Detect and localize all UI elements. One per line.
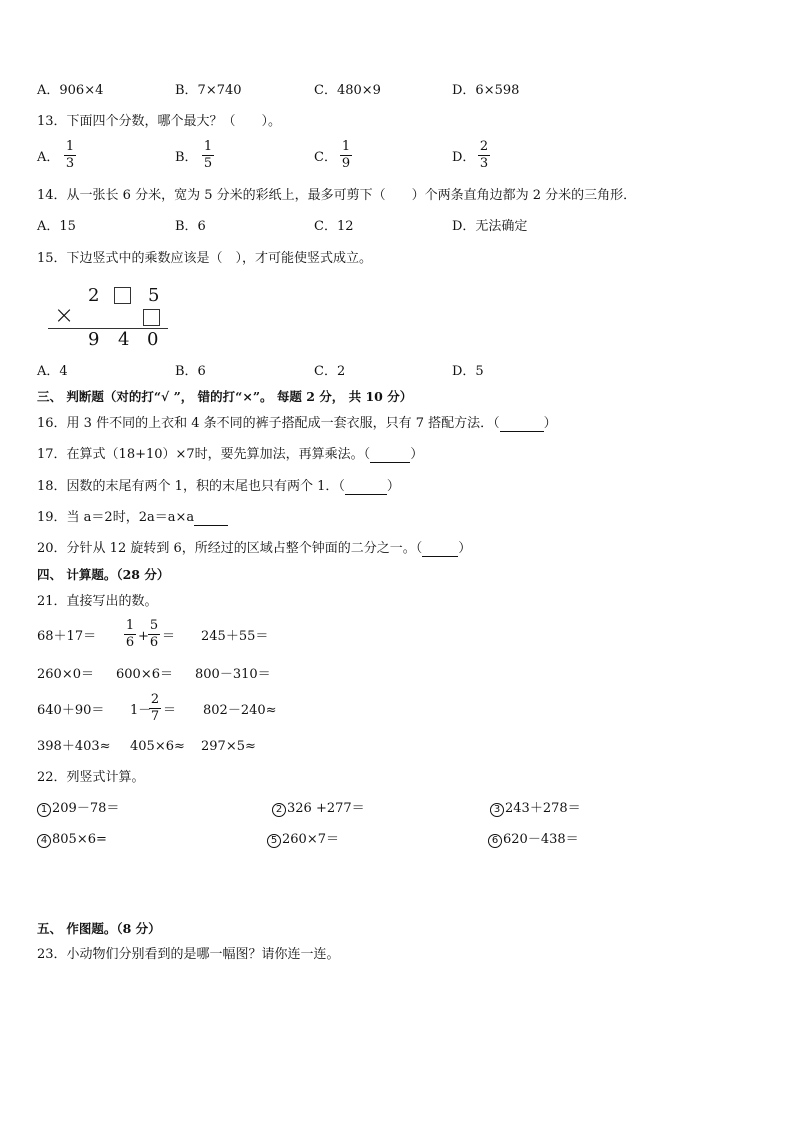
q21-item-2-plus: + <box>138 629 149 644</box>
q16: 16．用 3 件不同的上衣和 4 条不同的裤子搭配成一套衣服，只有 7 搭配方法．（ ） <box>37 416 557 431</box>
q20-answer-blank[interactable] <box>422 556 458 557</box>
q13-option-a-label: A． <box>37 150 60 165</box>
q15-top-digit-5: 5 <box>148 285 160 306</box>
q12-option-b: B．7×740 <box>175 83 242 98</box>
q21-item-8-prefix: 1－ <box>130 703 152 718</box>
q21-item-10: 398＋403≈ <box>37 739 111 754</box>
q22-item-2: 2 326 +277＝ <box>272 801 365 817</box>
q13-option-a-fraction: 1 3 <box>65 139 75 171</box>
q22-item-5: 5 260×7＝ <box>267 832 339 848</box>
q15-blank-box-multiplier <box>143 309 160 326</box>
q21-item-8-fraction: 2 7 <box>150 692 160 724</box>
q12-option-c: C．480×9 <box>314 83 381 98</box>
q21-item-6: 800－310＝ <box>195 667 271 682</box>
q21-item-9: 802－240≈ <box>203 703 277 718</box>
q22-item-6: 6 620－438＝ <box>488 832 579 848</box>
q14-stem: 14．从一张长 6 分米，宽为 5 分米的彩纸上，最多可剪下（ ）个两条直角边都为 2 分米的三角形． <box>37 188 637 203</box>
q17-answer-blank[interactable] <box>370 462 410 463</box>
q14-option-b: B．6 <box>175 219 206 234</box>
q17: 17．在算式（18+10）×7时，要先算加法，再算乘法。（ ） <box>37 447 424 462</box>
section-4-title: 四、 计算题。（28 分） <box>37 567 170 582</box>
q15-multiply-sign: × <box>54 301 75 329</box>
q21-item-8-equals: ＝ <box>163 703 177 718</box>
q13-option-d-fraction: 2 3 <box>479 139 489 171</box>
section-5-title: 五、 作图题。（8 分） <box>37 921 161 936</box>
q15-result-digit-0: 0 <box>147 329 159 350</box>
q18-answer-blank[interactable] <box>345 494 387 495</box>
q16-answer-blank[interactable] <box>500 431 544 432</box>
q13-option-b-fraction: 1 5 <box>203 139 213 171</box>
q21-item-5: 600×6＝ <box>116 667 173 682</box>
q15-option-a: A．4 <box>37 364 68 379</box>
q15-result-digit-4: 4 <box>118 329 130 350</box>
q15-top-digit-2: 2 <box>88 285 100 306</box>
q15-vertical-multiplication <box>44 282 174 352</box>
q18: 18．因数的末尾有两个 1，积的末尾也只有两个 1．（ ） <box>37 479 400 494</box>
q15-option-d: D．5 <box>452 364 484 379</box>
q22-item-4: 4 805×6= <box>37 832 107 848</box>
q21-stem: 21．直接写出的数。 <box>37 594 158 609</box>
q21-item-1: 68＋17＝ <box>37 629 97 644</box>
q21-item-7: 640＋90＝ <box>37 703 105 718</box>
q21-item-11: 405×6≈ <box>130 739 185 754</box>
q15-option-c: C．2 <box>314 364 346 379</box>
q13-option-d-label: D． <box>452 150 476 165</box>
q12-option-d: D．6×598 <box>452 83 520 98</box>
q21-item-12: 297×5≈ <box>201 739 256 754</box>
q15-stem: 15．下边竖式中的乘数应该是（ ），才可能使竖式成立。 <box>37 251 373 266</box>
q21-item-3: 245＋55＝ <box>201 629 269 644</box>
q22-item-1: 1 209－78＝ <box>37 801 119 817</box>
section-3-title: 三、 判断题（对的打“√ ”， 错的打“×”。 每题 2 分， 共 10 分） <box>37 389 413 404</box>
q14-option-c: C．12 <box>314 219 354 234</box>
q21-item-2-fraction-2: 5 6 <box>149 618 159 650</box>
q14-option-a: A．15 <box>37 219 76 234</box>
q22-item-3: 3 243＋278＝ <box>490 801 581 817</box>
q14-option-d: D．无法确定 <box>452 219 528 234</box>
q15-option-b: B．6 <box>175 364 206 379</box>
q23-stem: 23．小动物们分别看到的是哪一幅图？请你连一连。 <box>37 947 340 962</box>
q12-option-a: A．906×4 <box>37 83 104 98</box>
q13-option-c-label: C． <box>314 150 337 165</box>
q21-item-2-fraction-1: 1 6 <box>125 618 135 650</box>
q20: 20．分针从 12 旋转到 6，所经过的区域占整个钟面的二分之一。（ ） <box>37 541 472 556</box>
q13-option-b-label: B． <box>175 150 198 165</box>
q15-blank-box-top <box>114 287 131 304</box>
q22-stem: 22．列竖式计算。 <box>37 770 145 785</box>
q19: 19．当 a＝2时，2a＝a×a <box>37 510 228 526</box>
q21-item-2-equals: ＝ <box>162 629 176 644</box>
q19-answer-blank[interactable] <box>194 525 228 526</box>
q13-stem: 13．下面四个分数，哪个最大？（ ）。 <box>37 114 282 129</box>
q21-item-4: 260×0＝ <box>37 667 94 682</box>
q15-result-digit-9: 9 <box>88 329 100 350</box>
q13-option-c-fraction: 1 9 <box>341 139 351 171</box>
